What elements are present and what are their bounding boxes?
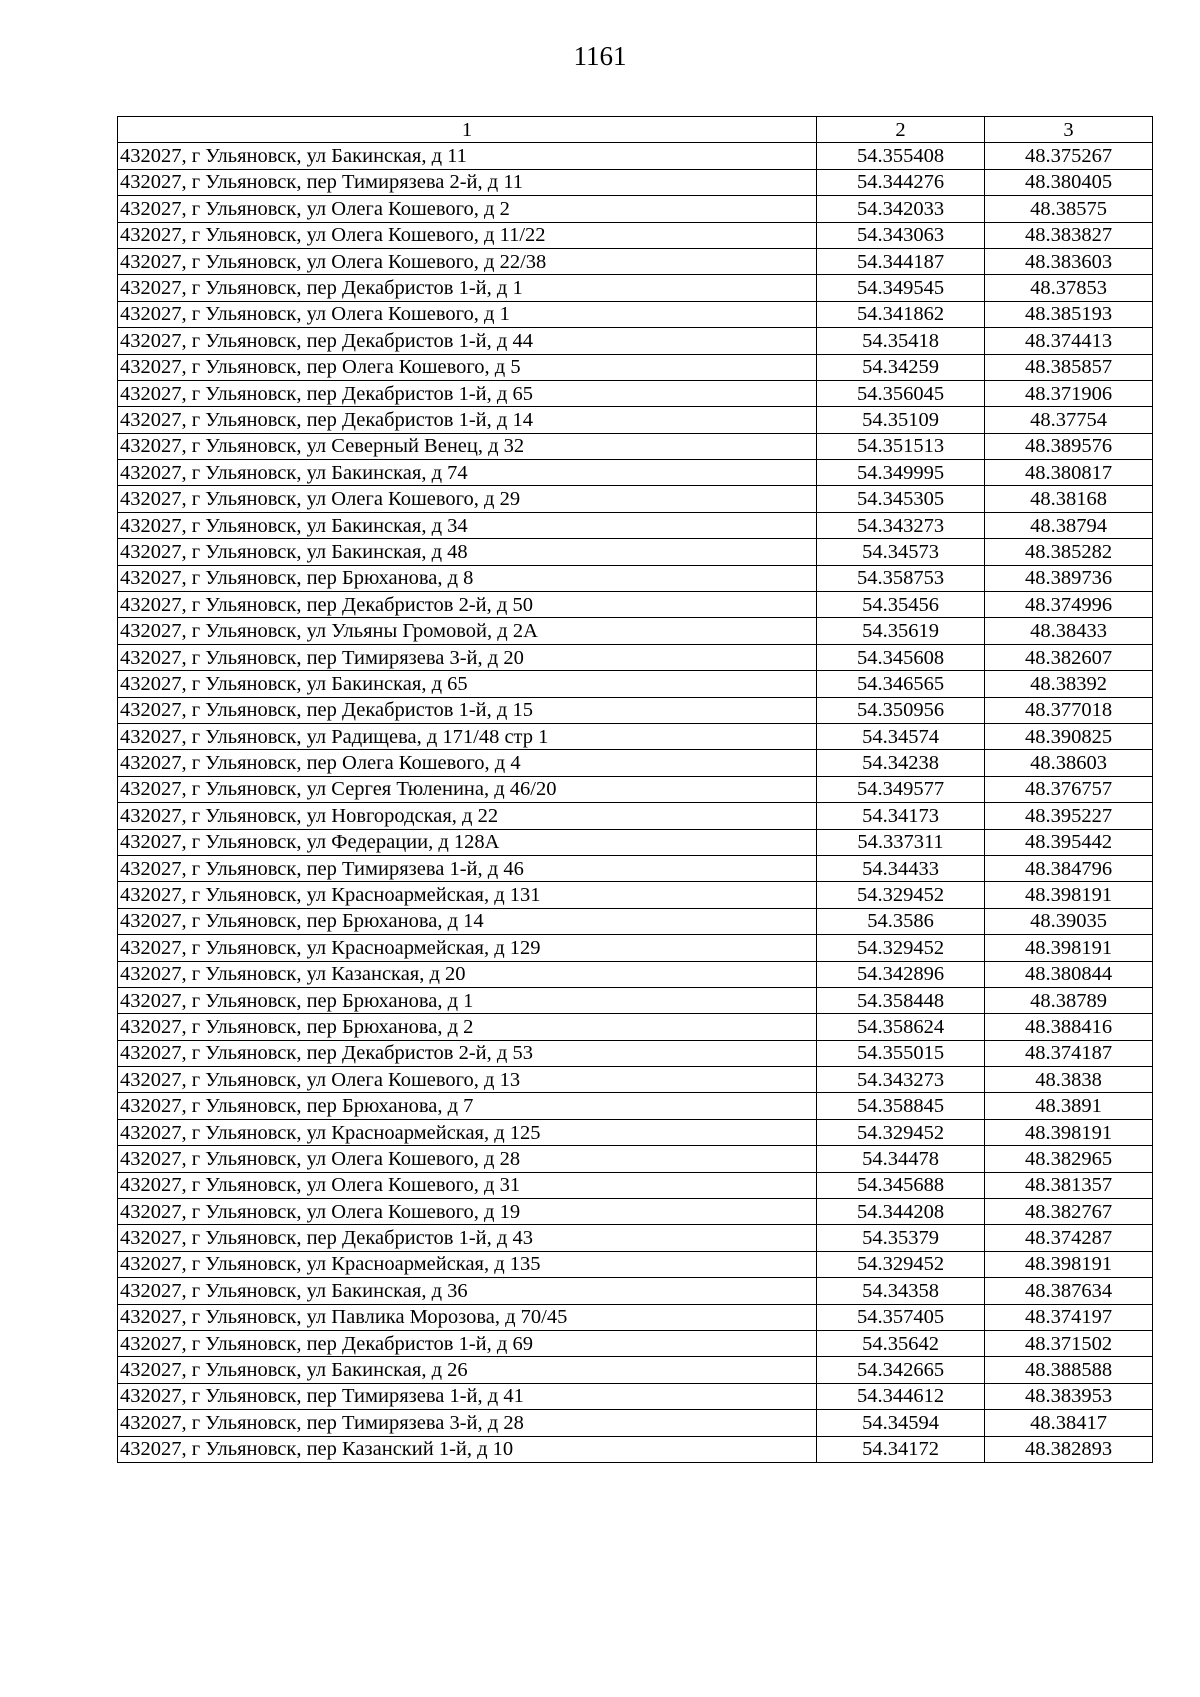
address-cell: 432027, г Ульяновск, пер Тимирязева 1-й, д 46 (118, 855, 817, 881)
address-cell: 432027, г Ульяновск, ул Олега Кошевого, д 1 (118, 301, 817, 327)
address-cell: 432027, г Ульяновск, ул Ульяны Громовой, д 2А (118, 618, 817, 644)
table-row (118, 618, 1153, 644)
latitude-cell: 54.358845 (817, 1093, 985, 1119)
longitude-cell: 48.374197 (985, 1304, 1153, 1330)
longitude-cell: 48.382767 (985, 1199, 1153, 1225)
table-row (118, 1172, 1153, 1198)
latitude-cell: 54.345608 (817, 644, 985, 670)
longitude-cell: 48.374996 (985, 592, 1153, 618)
longitude-cell: 48.385857 (985, 354, 1153, 380)
longitude-cell: 48.381357 (985, 1172, 1153, 1198)
longitude-cell: 48.398191 (985, 882, 1153, 908)
table-row (118, 169, 1153, 195)
longitude-cell: 48.376757 (985, 776, 1153, 802)
address-cell: 432027, г Ульяновск, ул Северный Венец, д 32 (118, 433, 817, 459)
address-cell: 432027, г Ульяновск, ул Олега Кошевого, д 13 (118, 1067, 817, 1093)
address-cell: 432027, г Ульяновск, ул Бакинская, д 74 (118, 460, 817, 486)
address-cell: 432027, г Ульяновск, ул Олега Кошевого, д 28 (118, 1146, 817, 1172)
latitude-cell: 54.343273 (817, 1067, 985, 1093)
address-cell: 432027, г Ульяновск, ул Бакинская, д 65 (118, 671, 817, 697)
longitude-cell: 48.37853 (985, 275, 1153, 301)
latitude-cell: 54.344208 (817, 1199, 985, 1225)
address-cell: 432027, г Ульяновск, пер Тимирязева 3-й, д 28 (118, 1410, 817, 1436)
table-row (118, 460, 1153, 486)
longitude-cell: 48.398191 (985, 935, 1153, 961)
latitude-cell: 54.349995 (817, 460, 985, 486)
longitude-cell: 48.383953 (985, 1383, 1153, 1409)
latitude-cell: 54.358624 (817, 1014, 985, 1040)
address-cell: 432027, г Ульяновск, ул Сергея Тюленина, д 46/20 (118, 776, 817, 802)
latitude-cell: 54.329452 (817, 882, 985, 908)
latitude-cell: 54.35379 (817, 1225, 985, 1251)
address-cell: 432027, г Ульяновск, ул Олега Кошевого, д 22/38 (118, 248, 817, 274)
latitude-cell: 54.3586 (817, 908, 985, 934)
address-cell: 432027, г Ульяновск, пер Тимирязева 3-й, д 20 (118, 644, 817, 670)
address-cell: 432027, г Ульяновск, ул Павлика Морозова, д 70/45 (118, 1304, 817, 1330)
table-row (118, 1278, 1153, 1304)
latitude-cell: 54.34574 (817, 723, 985, 749)
table-row (118, 539, 1153, 565)
latitude-cell: 54.34172 (817, 1436, 985, 1462)
longitude-cell: 48.384796 (985, 855, 1153, 881)
table-row (118, 433, 1153, 459)
latitude-cell: 54.34594 (817, 1410, 985, 1436)
longitude-cell: 48.390825 (985, 723, 1153, 749)
latitude-cell: 54.35642 (817, 1330, 985, 1356)
latitude-cell: 54.329452 (817, 1119, 985, 1145)
table-row (118, 961, 1153, 987)
address-coordinates-table (117, 116, 1153, 1463)
table-body (118, 143, 1153, 1463)
latitude-cell: 54.357405 (817, 1304, 985, 1330)
latitude-cell: 54.34238 (817, 750, 985, 776)
longitude-cell: 48.388416 (985, 1014, 1153, 1040)
address-cell: 432027, г Ульяновск, пер Декабристов 2-й, д 50 (118, 592, 817, 618)
table-row (118, 196, 1153, 222)
address-cell: 432027, г Ульяновск, ул Бакинская, д 26 (118, 1357, 817, 1383)
table-row (118, 855, 1153, 881)
address-cell: 432027, г Ульяновск, ул Красноармейская, д 125 (118, 1119, 817, 1145)
table-row (118, 776, 1153, 802)
column-header-latitude: 2 (817, 117, 985, 143)
longitude-cell: 48.377018 (985, 697, 1153, 723)
table-row (118, 1357, 1153, 1383)
address-cell: 432027, г Ульяновск, ул Бакинская, д 11 (118, 143, 817, 169)
latitude-cell: 54.345688 (817, 1172, 985, 1198)
address-cell: 432027, г Ульяновск, пер Декабристов 1-й, д 14 (118, 407, 817, 433)
longitude-cell: 48.380405 (985, 169, 1153, 195)
latitude-cell: 54.349577 (817, 776, 985, 802)
table-row (118, 1251, 1153, 1277)
address-cell: 432027, г Ульяновск, ул Бакинская, д 36 (118, 1278, 817, 1304)
address-cell: 432027, г Ульяновск, пер Брюханова, д 8 (118, 565, 817, 591)
table-row (118, 987, 1153, 1013)
table-row (118, 908, 1153, 934)
table-row (118, 1330, 1153, 1356)
longitude-cell: 48.374187 (985, 1040, 1153, 1066)
address-cell: 432027, г Ульяновск, пер Брюханова, д 7 (118, 1093, 817, 1119)
table-row (118, 512, 1153, 538)
table-row (118, 1410, 1153, 1436)
longitude-cell: 48.385282 (985, 539, 1153, 565)
address-cell: 432027, г Ульяновск, пер Декабристов 1-й, д 15 (118, 697, 817, 723)
table-row (118, 354, 1153, 380)
latitude-cell: 54.35109 (817, 407, 985, 433)
address-cell: 432027, г Ульяновск, пер Декабристов 1-й, д 1 (118, 275, 817, 301)
table-header-row (118, 117, 1153, 143)
longitude-cell: 48.398191 (985, 1251, 1153, 1277)
latitude-cell: 54.343273 (817, 512, 985, 538)
longitude-cell: 48.371502 (985, 1330, 1153, 1356)
address-cell: 432027, г Ульяновск, пер Брюханова, д 1 (118, 987, 817, 1013)
longitude-cell: 48.387634 (985, 1278, 1153, 1304)
longitude-cell: 48.382607 (985, 644, 1153, 670)
table-row (118, 882, 1153, 908)
table-row (118, 750, 1153, 776)
latitude-cell: 54.358448 (817, 987, 985, 1013)
latitude-cell: 54.342896 (817, 961, 985, 987)
latitude-cell: 54.34358 (817, 1278, 985, 1304)
latitude-cell: 54.34433 (817, 855, 985, 881)
address-cell: 432027, г Ульяновск, ул Красноармейская, д 135 (118, 1251, 817, 1277)
latitude-cell: 54.35418 (817, 328, 985, 354)
longitude-cell: 48.383827 (985, 222, 1153, 248)
longitude-cell: 48.37754 (985, 407, 1153, 433)
longitude-cell: 48.380817 (985, 460, 1153, 486)
address-cell: 432027, г Ульяновск, ул Олега Кошевого, д 2 (118, 196, 817, 222)
latitude-cell: 54.350956 (817, 697, 985, 723)
address-cell: 432027, г Ульяновск, пер Тимирязева 2-й, д 11 (118, 169, 817, 195)
table-row (118, 328, 1153, 354)
longitude-cell: 48.38789 (985, 987, 1153, 1013)
address-cell: 432027, г Ульяновск, ул Красноармейская, д 129 (118, 935, 817, 961)
longitude-cell: 48.382965 (985, 1146, 1153, 1172)
longitude-cell: 48.38168 (985, 486, 1153, 512)
address-cell: 432027, г Ульяновск, ул Олега Кошевого, д 31 (118, 1172, 817, 1198)
table-row (118, 380, 1153, 406)
longitude-cell: 48.38433 (985, 618, 1153, 644)
latitude-cell: 54.355408 (817, 143, 985, 169)
table-row (118, 143, 1153, 169)
table-row (118, 1093, 1153, 1119)
address-cell: 432027, г Ульяновск, пер Декабристов 1-й, д 43 (118, 1225, 817, 1251)
table-row (118, 1014, 1153, 1040)
table-row (118, 1040, 1153, 1066)
longitude-cell: 48.38603 (985, 750, 1153, 776)
table-row (118, 565, 1153, 591)
longitude-cell: 48.374413 (985, 328, 1153, 354)
latitude-cell: 54.341862 (817, 301, 985, 327)
latitude-cell: 54.344187 (817, 248, 985, 274)
table-row (118, 486, 1153, 512)
table-row (118, 1436, 1153, 1462)
longitude-cell: 48.371906 (985, 380, 1153, 406)
table-row (118, 1067, 1153, 1093)
address-cell: 432027, г Ульяновск, пер Олега Кошевого, д 4 (118, 750, 817, 776)
address-cell: 432027, г Ульяновск, пер Декабристов 2-й, д 53 (118, 1040, 817, 1066)
latitude-cell: 54.345305 (817, 486, 985, 512)
longitude-cell: 48.38575 (985, 196, 1153, 222)
address-cell: 432027, г Ульяновск, ул Радищева, д 171/48 стр 1 (118, 723, 817, 749)
longitude-cell: 48.389736 (985, 565, 1153, 591)
table-row (118, 222, 1153, 248)
latitude-cell: 54.34478 (817, 1146, 985, 1172)
latitude-cell: 54.344276 (817, 169, 985, 195)
longitude-cell: 48.395442 (985, 829, 1153, 855)
longitude-cell: 48.383603 (985, 248, 1153, 274)
table-row (118, 275, 1153, 301)
latitude-cell: 54.355015 (817, 1040, 985, 1066)
page-number: 1161 (573, 41, 627, 71)
address-cell: 432027, г Ульяновск, пер Брюханова, д 2 (118, 1014, 817, 1040)
latitude-cell: 54.35456 (817, 592, 985, 618)
latitude-cell: 54.342665 (817, 1357, 985, 1383)
longitude-cell: 48.380844 (985, 961, 1153, 987)
table-row (118, 1383, 1153, 1409)
longitude-cell: 48.39035 (985, 908, 1153, 934)
address-cell: 432027, г Ульяновск, ул Федерации, д 128А (118, 829, 817, 855)
latitude-cell: 54.34259 (817, 354, 985, 380)
table-row (118, 829, 1153, 855)
address-cell: 432027, г Ульяновск, ул Олега Кошевого, д 29 (118, 486, 817, 512)
table-row (118, 697, 1153, 723)
column-header-longitude: 3 (985, 117, 1153, 143)
table-row (118, 935, 1153, 961)
address-cell: 432027, г Ульяновск, ул Бакинская, д 34 (118, 512, 817, 538)
address-cell: 432027, г Ульяновск, пер Брюханова, д 14 (118, 908, 817, 934)
longitude-cell: 48.38794 (985, 512, 1153, 538)
latitude-cell: 54.358753 (817, 565, 985, 591)
latitude-cell: 54.343063 (817, 222, 985, 248)
table-row (118, 803, 1153, 829)
latitude-cell: 54.329452 (817, 935, 985, 961)
table-row (118, 248, 1153, 274)
longitude-cell: 48.389576 (985, 433, 1153, 459)
longitude-cell: 48.382893 (985, 1436, 1153, 1462)
address-cell: 432027, г Ульяновск, ул Бакинская, д 48 (118, 539, 817, 565)
latitude-cell: 54.349545 (817, 275, 985, 301)
table-row (118, 301, 1153, 327)
table-row (118, 1119, 1153, 1145)
latitude-cell: 54.34573 (817, 539, 985, 565)
longitude-cell: 48.3838 (985, 1067, 1153, 1093)
address-cell: 432027, г Ульяновск, пер Казанский 1-й, д 10 (118, 1436, 817, 1462)
latitude-cell: 54.35619 (817, 618, 985, 644)
address-cell: 432027, г Ульяновск, пер Олега Кошевого, д 5 (118, 354, 817, 380)
table-row (118, 1304, 1153, 1330)
table-row (118, 407, 1153, 433)
latitude-cell: 54.34173 (817, 803, 985, 829)
longitude-cell: 48.3891 (985, 1093, 1153, 1119)
address-cell: 432027, г Ульяновск, ул Новгородская, д 22 (118, 803, 817, 829)
address-cell: 432027, г Ульяновск, ул Олега Кошевого, д 11/22 (118, 222, 817, 248)
address-cell: 432027, г Ульяновск, пер Декабристов 1-й, д 69 (118, 1330, 817, 1356)
latitude-cell: 54.356045 (817, 380, 985, 406)
longitude-cell: 48.374287 (985, 1225, 1153, 1251)
longitude-cell: 48.395227 (985, 803, 1153, 829)
latitude-cell: 54.329452 (817, 1251, 985, 1277)
longitude-cell: 48.388588 (985, 1357, 1153, 1383)
latitude-cell: 54.351513 (817, 433, 985, 459)
table-row (118, 1225, 1153, 1251)
longitude-cell: 48.375267 (985, 143, 1153, 169)
table-row (118, 644, 1153, 670)
latitude-cell: 54.342033 (817, 196, 985, 222)
table-row (118, 671, 1153, 697)
address-cell: 432027, г Ульяновск, ул Красноармейская, д 131 (118, 882, 817, 908)
longitude-cell: 48.385193 (985, 301, 1153, 327)
latitude-cell: 54.346565 (817, 671, 985, 697)
address-cell: 432027, г Ульяновск, ул Олега Кошевого, д 19 (118, 1199, 817, 1225)
longitude-cell: 48.398191 (985, 1119, 1153, 1145)
latitude-cell: 54.337311 (817, 829, 985, 855)
longitude-cell: 48.38417 (985, 1410, 1153, 1436)
latitude-cell: 54.344612 (817, 1383, 985, 1409)
column-header-address: 1 (118, 117, 817, 143)
table-row (118, 592, 1153, 618)
address-cell: 432027, г Ульяновск, пер Декабристов 1-й, д 44 (118, 328, 817, 354)
table-row (118, 1199, 1153, 1225)
table-row (118, 723, 1153, 749)
table-row (118, 1146, 1153, 1172)
longitude-cell: 48.38392 (985, 671, 1153, 697)
address-cell: 432027, г Ульяновск, пер Тимирязева 1-й, д 41 (118, 1383, 817, 1409)
address-cell: 432027, г Ульяновск, ул Казанская, д 20 (118, 961, 817, 987)
address-cell: 432027, г Ульяновск, пер Декабристов 1-й, д 65 (118, 380, 817, 406)
